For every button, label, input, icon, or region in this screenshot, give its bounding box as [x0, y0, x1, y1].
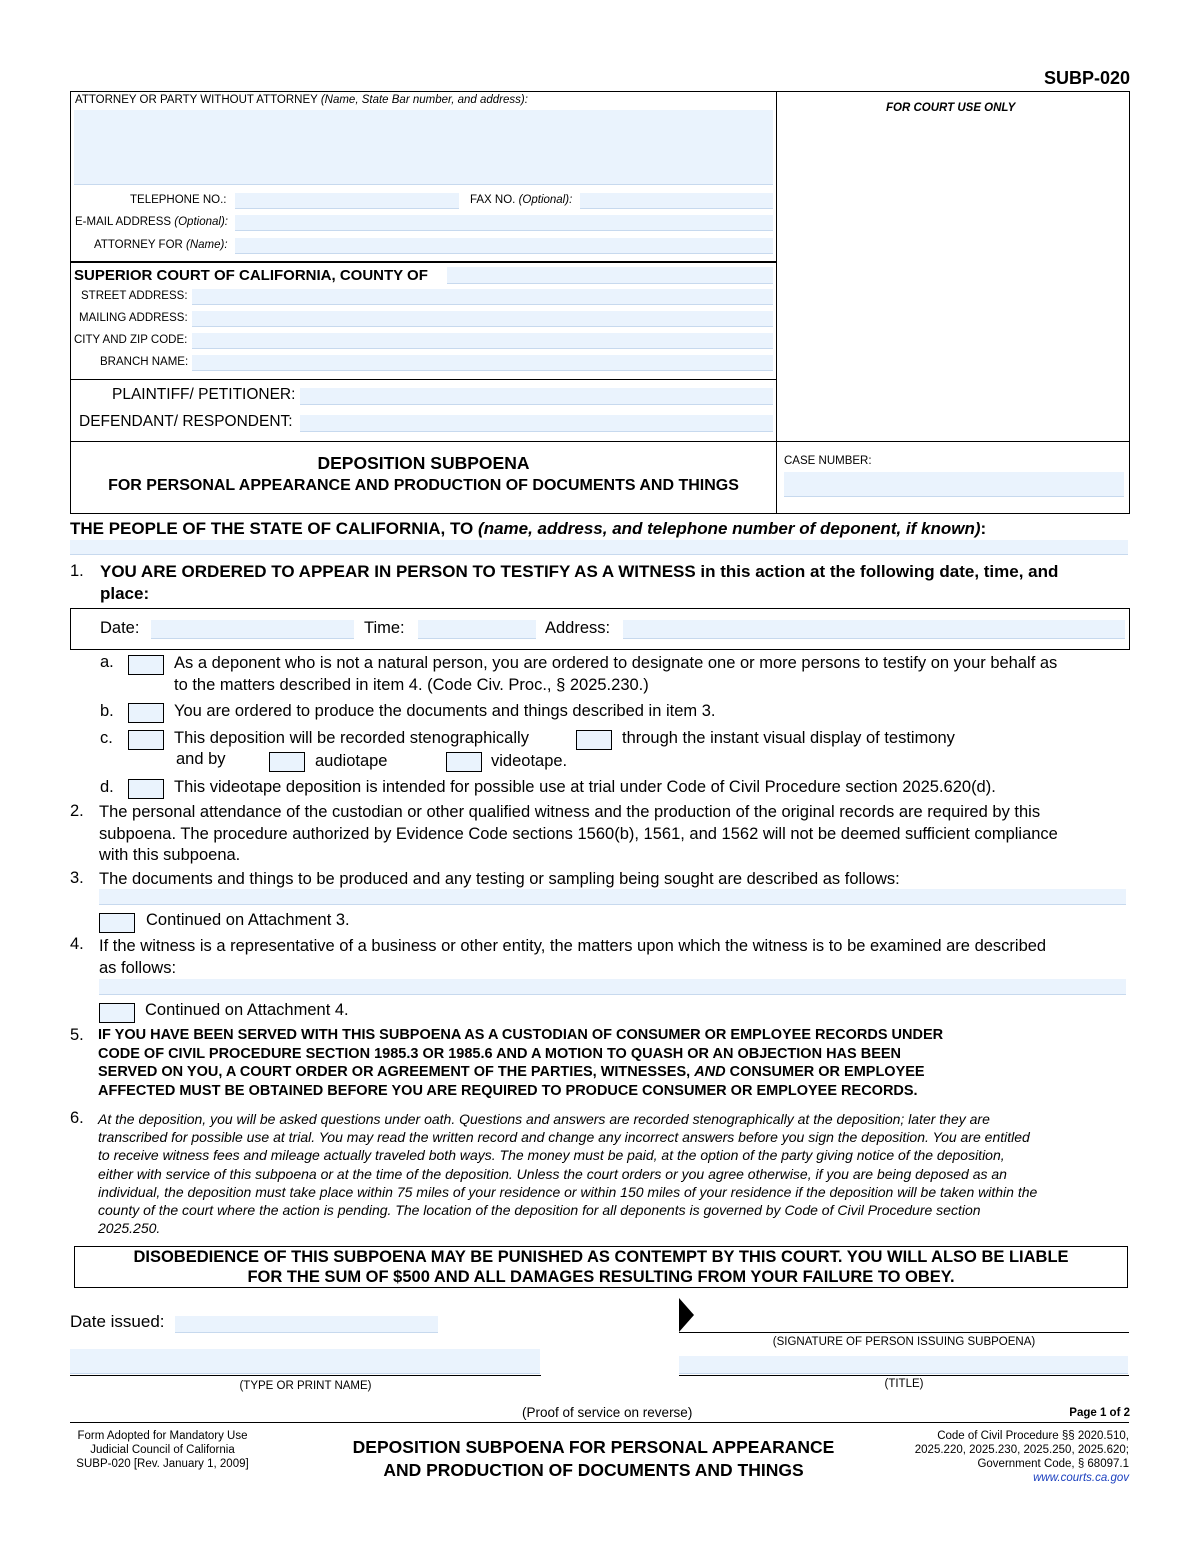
- date-issued-label: Date issued:: [70, 1312, 165, 1331]
- date-field[interactable]: [151, 620, 354, 639]
- item1d-checkbox[interactable]: [128, 779, 164, 799]
- and-by-text: and by: [176, 750, 226, 768]
- street-label: STREET ADDRESS:: [81, 290, 188, 302]
- item1c-stenographic-text: This deposition will be recorded stenographically: [174, 729, 529, 747]
- time-field[interactable]: [418, 620, 536, 639]
- date-issued-field[interactable]: [175, 1316, 438, 1333]
- case-number-label: CASE NUMBER:: [784, 455, 872, 467]
- attorney-for-label: ATTORNEY FOR (Name):: [94, 239, 228, 251]
- item1a-label: a.: [100, 653, 114, 671]
- footer-left: Form Adopted for Mandatory Use Judicial Council of California SUBP-020 [Rev. January 1, 2009]: [76, 1430, 249, 1470]
- mailing-field[interactable]: [192, 311, 773, 327]
- form-id: SUBP-020: [1043, 68, 1130, 88]
- people-line: THE PEOPLE OF THE STATE OF CALIFORNIA, TO (name, address, and telephone number of deponent, if known):: [70, 519, 987, 538]
- branch-field[interactable]: [192, 355, 773, 371]
- item6-text: At the deposition, you will be asked questions under oath. Questions and answers are recorded stenographically at the deposition; later they are transcribed for possible use at trial. You may read the written record and change any incorrect answers before you sign the deposition. You are entitled to receive witness fees and mileage actually traveled both ways. The money must be paid, at the option of the party giving notice of the deposition, either with service of this subpoena or at the time of the deposition. Unless the court orders or you agree otherwise, if you are being deposed as an individual, the deposition must take place within 75 miles of your residence or within 150 miles of your residence if the deposition will be taken within the county of the court where the action is pending. The location of the deposition for all deponents is governed by Code of Civil Procedure section 2025.250.: [98, 1111, 1038, 1237]
- attachment3-label: Continued on Attachment 3.: [146, 911, 350, 929]
- address-field[interactable]: [623, 620, 1125, 639]
- item1a-text: As a deponent who is not a natural person, you are ordered to designate one or more persons to testify on your behalf as to the matters described in item 4. (Code Civ. Proc., § 2025.230.): [174, 654, 1058, 694]
- email-field[interactable]: [235, 215, 773, 231]
- plaintiff-field[interactable]: [300, 388, 773, 405]
- item1-number: 1.: [70, 562, 84, 580]
- time-label: Time:: [364, 619, 405, 637]
- item2-text: The personal attendance of the custodian or other qualified witness and the production of the original records are required by this subpoena. The procedure authorized by Evidence Code sections 1560(b), 1561, and 1562 will not be deemed sufficient compliance with this subpoena.: [99, 803, 1058, 864]
- case-number-field[interactable]: [784, 472, 1124, 497]
- divider-title: [70, 441, 1129, 442]
- item6-number: 6.: [70, 1109, 84, 1127]
- signature-caption: (SIGNATURE OF PERSON ISSUING SUBPOENA): [772, 1336, 1036, 1348]
- defendant-field[interactable]: [300, 415, 773, 432]
- plaintiff-label: PLAINTIFF/ PETITIONER:: [112, 386, 296, 403]
- item4-number: 4.: [70, 935, 84, 953]
- attachment3-checkbox[interactable]: [99, 913, 135, 933]
- footer-rule: [70, 1422, 1129, 1423]
- item3-description-field[interactable]: [99, 889, 1126, 905]
- item1b-label: b.: [100, 702, 114, 720]
- item4-text: If the witness is a representative of a business or other entity, the matters upon which the witness is to be examined are described as follows:: [99, 937, 1047, 977]
- address-label: Address:: [545, 619, 611, 637]
- attachment4-checkbox[interactable]: [99, 1003, 135, 1023]
- title-line: [679, 1375, 1129, 1376]
- item3-text: The documents and things to be produced and any testing or sampling being sought are described as follows:: [99, 870, 900, 888]
- telephone-field[interactable]: [235, 193, 459, 209]
- email-label: E-MAIL ADDRESS (Optional):: [75, 216, 228, 228]
- print-name-line: [70, 1375, 541, 1376]
- item5-number: 5.: [70, 1026, 84, 1044]
- city-field[interactable]: [192, 333, 773, 349]
- county-field[interactable]: [447, 267, 773, 284]
- item1c-checkbox[interactable]: [128, 730, 164, 750]
- instant-visual-checkbox[interactable]: [576, 730, 612, 750]
- city-label: CITY AND ZIP CODE:: [74, 334, 188, 346]
- item1b-text: You are ordered to produce the documents and things described in item 3.: [174, 702, 716, 720]
- item1-text: YOU ARE ORDERED TO APPEAR IN PERSON TO TESTIFY AS A WITNESS in this action at the following date, time, and place:: [100, 562, 1059, 603]
- divider-parties: [70, 379, 777, 380]
- signature-line: [679, 1332, 1129, 1333]
- mailing-label: MAILING ADDRESS:: [79, 312, 188, 324]
- item2-number: 2.: [70, 802, 84, 820]
- attorney-name-field[interactable]: [74, 110, 773, 185]
- item1d-text: This videotape deposition is intended for possible use at trial under Code of Civil Procedure section 2025.620(d).: [174, 778, 996, 796]
- divider-court: [70, 261, 777, 263]
- defendant-label: DEFENDANT/ RESPONDENT:: [79, 413, 293, 430]
- instant-visual-text: through the instant visual display of testimony: [622, 729, 955, 747]
- item1c-label: c.: [100, 729, 113, 747]
- videotape-checkbox[interactable]: [446, 752, 482, 772]
- court-title: SUPERIOR COURT OF CALIFORNIA, COUNTY OF: [74, 267, 428, 284]
- form-subtitle: FOR PERSONAL APPEARANCE AND PRODUCTION OF DOCUMENTS AND THINGS: [108, 477, 739, 494]
- proof-of-service-note: (Proof of service on reverse): [522, 1405, 693, 1420]
- date-label: Date:: [100, 619, 140, 637]
- street-field[interactable]: [192, 289, 773, 305]
- title-field[interactable]: [679, 1356, 1128, 1374]
- audiotape-checkbox[interactable]: [269, 752, 305, 772]
- print-name-caption: (TYPE OR PRINT NAME): [239, 1380, 372, 1392]
- form-title: DEPOSITION SUBPOENA: [317, 453, 530, 473]
- courts-website-link[interactable]: www.courts.ca.gov: [1033, 1472, 1129, 1484]
- signature-arrow-icon: [679, 1298, 694, 1332]
- fax-label: FAX NO. (Optional):: [470, 194, 573, 206]
- fax-field[interactable]: [580, 193, 773, 209]
- footer-right: Code of Civil Procedure §§ 2020.510, 2025.220, 2025.230, 2025.250, 2025.620; Government Code, § 68097.1 www.courts.ca.gov: [914, 1430, 1129, 1484]
- attorney-label: ATTORNEY OR PARTY WITHOUT ATTORNEY (Name, State Bar number, and address):: [75, 94, 528, 106]
- print-name-field[interactable]: [70, 1349, 540, 1374]
- item1a-checkbox[interactable]: [128, 655, 164, 675]
- attorney-for-field[interactable]: [235, 238, 773, 254]
- item1d-label: d.: [100, 778, 114, 796]
- audiotape-label: audiotape: [315, 752, 388, 770]
- title-caption: (TITLE): [884, 1378, 924, 1390]
- deponent-field[interactable]: [70, 540, 1128, 555]
- contempt-warning: DISOBEDIENCE OF THIS SUBPOENA MAY BE PUNISHED AS CONTEMPT BY THIS COURT. YOU WILL ALSO BE LIABLE FOR THE SUM OF $500 AND ALL DAMAGES RESULTING FROM YOUR FAILURE TO OBEY.: [74, 1246, 1128, 1288]
- item3-number: 3.: [70, 869, 84, 887]
- footer-title: DEPOSITION SUBPOENA FOR PERSONAL APPEARANCE AND PRODUCTION OF DOCUMENTS AND THINGS: [352, 1437, 835, 1480]
- item1b-checkbox[interactable]: [128, 703, 164, 723]
- attachment4-label: Continued on Attachment 4.: [145, 1001, 349, 1019]
- branch-label: BRANCH NAME:: [100, 356, 189, 368]
- header-divider: [776, 91, 777, 513]
- videotape-label: videotape.: [491, 752, 568, 770]
- page-number: Page 1 of 2: [1069, 1407, 1130, 1419]
- telephone-label: TELEPHONE NO.:: [130, 194, 227, 206]
- item5-text: IF YOU HAVE BEEN SERVED WITH THIS SUBPOENA AS A CUSTODIAN OF CONSUMER OR EMPLOYEE RECORDS UNDER CODE OF CIVIL PROCEDURE SECTION 1985.3 OR 1985.6 AND A MOTION TO QUASH OR AN OBJECTION HAS BEEN SERVED ON YOU, A COURT ORDER OR AGREEMENT OF THE PARTIES, WITNESSES, AND CONSUMER OR EMPLOYEE AFFECTED MUST BE OBTAINED BEFORE YOU ARE REQUIRED TO PRODUCE CONSUMER OR EMPLOYEE RECORDS.: [98, 1027, 944, 1099]
- item4-description-field[interactable]: [99, 979, 1126, 995]
- court-use-label: FOR COURT USE ONLY: [886, 102, 1016, 114]
